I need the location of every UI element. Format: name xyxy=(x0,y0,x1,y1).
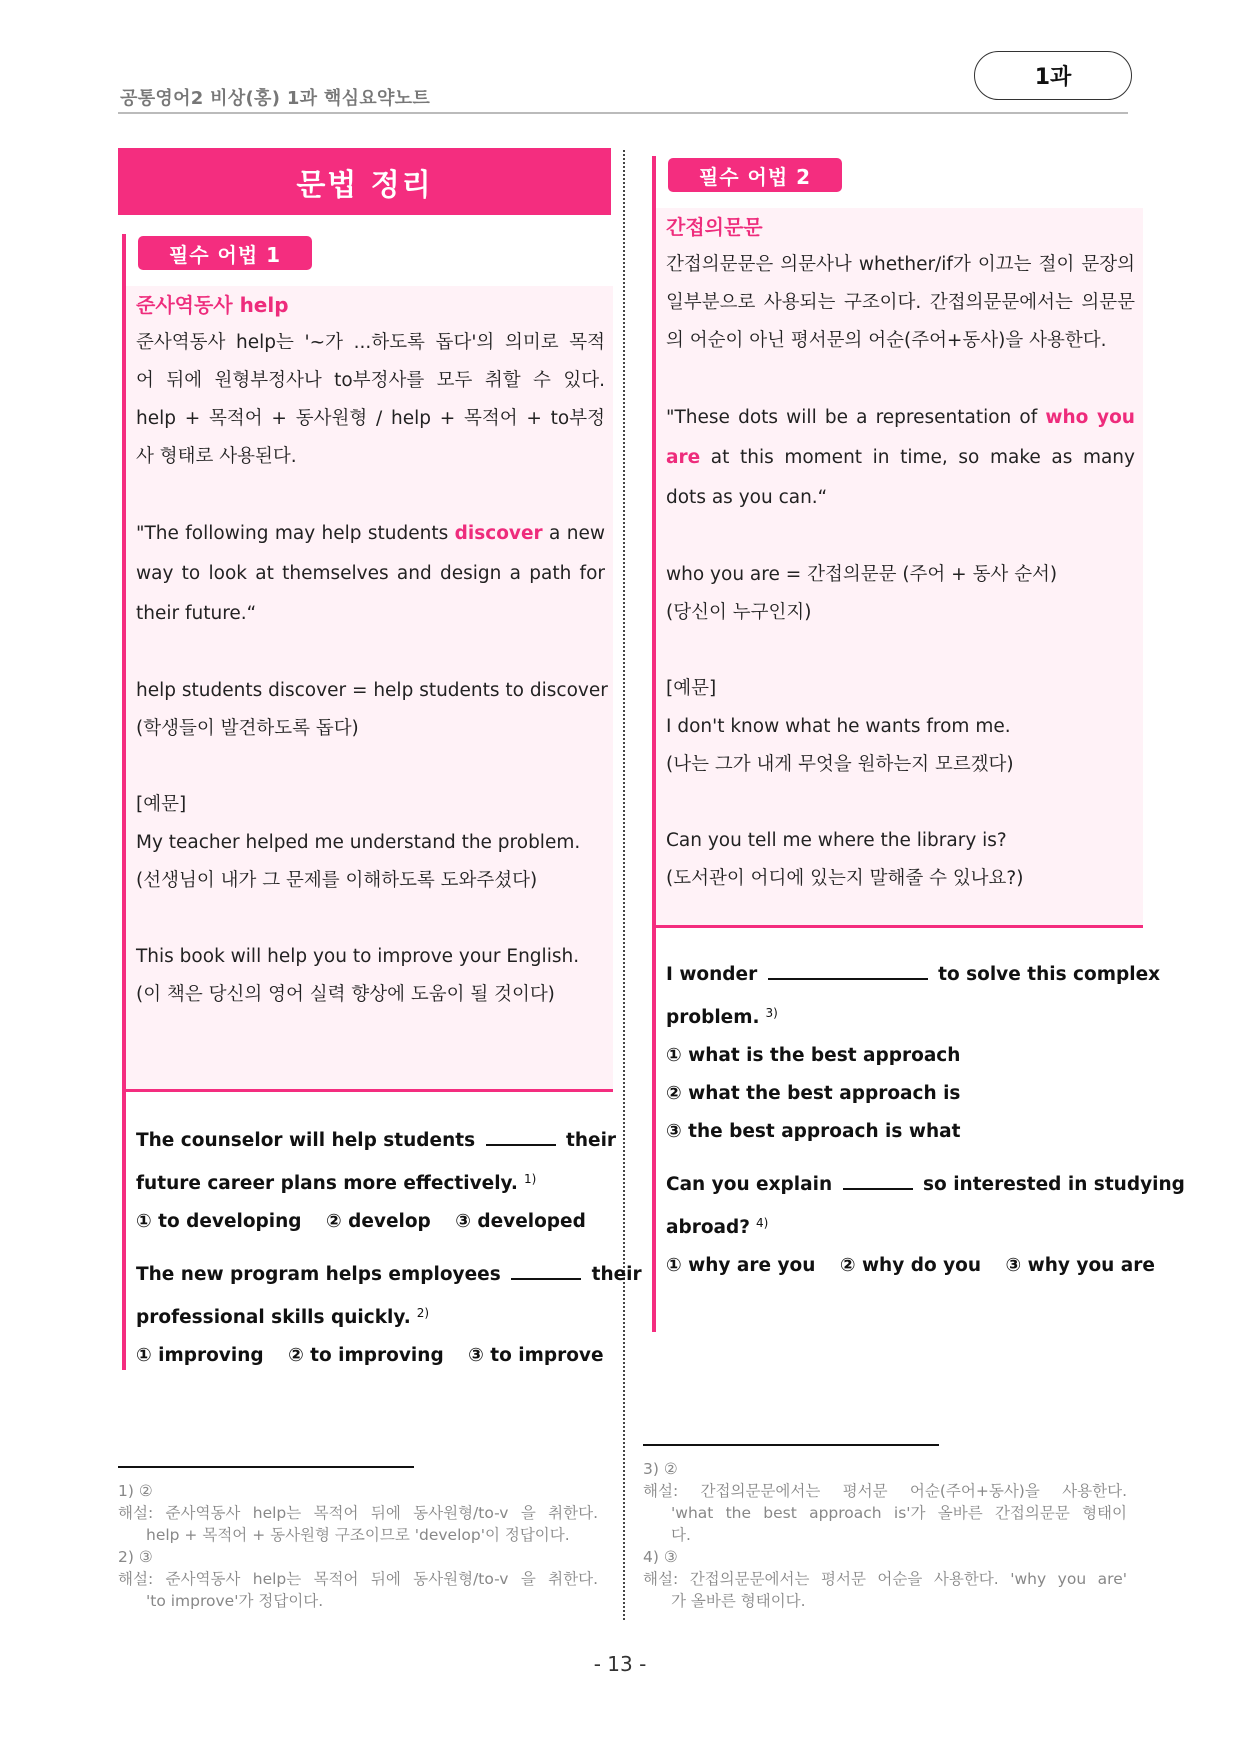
footnote-number: 1) ② xyxy=(118,1482,153,1500)
equation-line: help students discover = help students to discover xyxy=(136,680,608,701)
quiz-options xyxy=(136,1203,605,1241)
highlight-word: who you xyxy=(1045,407,1135,428)
explanation-line: 의 어순이 아닌 평서문의 어순(주어+동사)을 사용한다. xyxy=(666,330,1107,351)
quiz-question-line: professional skills quickly. $^{2)}$ xyxy=(136,1306,430,1328)
equation-translation: (학생들이 발견하도록 돕다) xyxy=(136,718,359,739)
quiz-item-4 xyxy=(666,1166,1185,1285)
section-banner: 문법 정리 xyxy=(118,148,611,215)
footnote-text: 해설: 준사역동사 help는 목적어 뒤에 동사원형/to-v 을 취한다. xyxy=(118,1504,598,1522)
quiz-option[interactable]: ③ to improve xyxy=(468,1345,604,1366)
example-english: I don't know what he wants from me. xyxy=(666,716,1011,737)
quiz-option[interactable]: ① to developing xyxy=(136,1211,302,1232)
quiz-option[interactable]: ① improving xyxy=(136,1345,264,1366)
page-number: - 13 - xyxy=(593,1652,647,1676)
quiz-option[interactable]: ① what is the best approach xyxy=(666,1045,961,1066)
quiz-option[interactable]: ① why are you xyxy=(666,1255,816,1276)
footnote-ref[interactable]: 4) xyxy=(756,1216,769,1230)
example-english: My teacher helped me understand the problem. xyxy=(136,832,581,853)
footnote-number: 3) ② xyxy=(643,1460,678,1478)
quiz-option[interactable]: ② to improving xyxy=(288,1345,444,1366)
highlight-word: are xyxy=(666,447,701,468)
answer-blank xyxy=(486,1128,556,1146)
highlight-word: discover xyxy=(454,523,543,544)
quote-line: "The following may help students discover a new xyxy=(136,523,605,544)
header-divider xyxy=(118,112,1128,114)
examples-label: [예문] xyxy=(136,794,187,815)
explanation-line: help + 목적어 + 동사원형 / help + 목적어 + to부정 xyxy=(136,408,605,429)
example-english: Can you tell me where the library is? xyxy=(666,830,1007,851)
examples-label: [예문] xyxy=(666,678,717,699)
explanation-line: 사 형태로 사용된다. xyxy=(136,446,297,467)
grammar-badge-2: 필수 어법 2 xyxy=(668,158,842,192)
quiz-question-line: Can you explain so interested in studying xyxy=(666,1174,1185,1195)
grammar-box-2 xyxy=(652,156,1185,1332)
quiz-options xyxy=(136,1337,605,1375)
quote-line: dots as you can.“ xyxy=(666,487,828,508)
example-english: This book will help you to improve your English. xyxy=(136,946,580,967)
example-korean: (도서관이 어디에 있는지 말해줄 수 있나요?) xyxy=(666,868,1024,889)
footnotes-left xyxy=(118,1480,598,1612)
quiz-option[interactable]: ② what the best approach is xyxy=(666,1083,961,1104)
concept-heading: 준사역동사 help xyxy=(136,293,289,317)
equation-translation: (당신이 누구인지) xyxy=(666,602,812,623)
quiz-question-line: The new program helps employees their xyxy=(136,1264,642,1285)
footnote-text: 'what the best approach is'가 올바른 간접의문문 형태이 xyxy=(671,1504,1127,1522)
footnote-text: 해설: 준사역동사 help는 목적어 뒤에 동사원형/to-v 을 취한다. xyxy=(118,1570,598,1588)
footnote-ref[interactable]: 2) xyxy=(416,1306,430,1320)
footnote-divider xyxy=(643,1444,939,1446)
quiz-option[interactable]: ③ the best approach is what xyxy=(666,1121,961,1142)
equation-line: who you are = 간접의문문 (주어 + 동사 순서) xyxy=(666,564,1058,585)
footnote-text: 해설: 간접의문문에서는 평서문 어순을 사용한다. 'why you are' xyxy=(643,1570,1127,1588)
quiz-question-line: future career plans more effectively. $^{1)}$ xyxy=(136,1172,537,1194)
quote-line: way to look at themselves and design a path for xyxy=(136,563,605,584)
footnote-divider xyxy=(118,1466,414,1468)
answer-blank xyxy=(511,1262,581,1280)
concept-panel-1 xyxy=(126,286,613,1092)
footnote-number: 4) ③ xyxy=(643,1548,678,1566)
answer-blank xyxy=(843,1172,913,1190)
quiz-question-line: abroad? $^{4)}$ xyxy=(666,1216,769,1238)
quiz-question-line: The counselor will help students their xyxy=(136,1130,617,1151)
lesson-badge: 1과 xyxy=(974,51,1132,100)
quiz-question-line: problem. $^{3)}$ xyxy=(666,1006,778,1028)
footnote-number: 2) ③ xyxy=(118,1548,153,1566)
example-korean: (선생님이 내가 그 문제를 이해하도록 도와주셨다) xyxy=(136,870,538,891)
explanation-line: 어 뒤에 원형부정사나 to부정사를 모두 취할 수 있다. xyxy=(136,370,605,391)
footnote-text: 해설: 간접의문문에서는 평서문 어순(주어+동사)을 사용한다. xyxy=(643,1482,1127,1500)
quiz-option[interactable]: ② develop xyxy=(326,1211,431,1232)
document-header-title: 공통영어2 비상(홍) 1과 핵심요약노트 xyxy=(120,88,431,109)
column-divider xyxy=(623,150,625,1620)
footnote-text: 다. xyxy=(671,1526,691,1544)
footnote-text: 가 올바른 형태이다. xyxy=(671,1592,806,1610)
footnote-ref[interactable]: 1) xyxy=(523,1172,537,1186)
quiz-option[interactable]: ③ why you are xyxy=(1005,1255,1155,1276)
quiz-option[interactable]: ③ developed xyxy=(455,1211,586,1232)
quiz-option[interactable]: ② why do you xyxy=(839,1255,982,1276)
footnote-text: 'to improve'가 정답이다. xyxy=(146,1592,324,1610)
explanation-line: 준사역동사 help는 '~가 ...하도록 돕다'의 의미로 목적 xyxy=(136,332,605,353)
footnote-text: help + 목적어 + 동사원형 구조이므로 'develop'이 정답이다. xyxy=(146,1526,570,1544)
concept-panel-2 xyxy=(656,208,1143,928)
example-korean: (이 책은 당신의 영어 실력 향상에 도움이 될 것이다) xyxy=(136,984,555,1005)
quiz-question-line: I wonder to solve this complex xyxy=(666,964,1161,985)
grammar-badge-1: 필수 어법 1 xyxy=(138,236,312,270)
concept-heading: 간접의문문 xyxy=(666,215,763,239)
quiz-item-2 xyxy=(136,1256,642,1375)
explanation-line: 일부분으로 사용되는 구조이다. 간접의문문에서는 의문문 xyxy=(666,292,1135,313)
quiz-item-3 xyxy=(666,956,1161,1151)
footnotes-right xyxy=(643,1458,1127,1612)
example-korean: (나는 그가 내게 무엇을 원하는지 모르겠다) xyxy=(666,754,1014,775)
explanation-line: 간접의문문은 의문사나 whether/if가 이끄는 절이 문장의 xyxy=(666,254,1135,275)
grammar-box-1 xyxy=(122,234,642,1370)
footnote-ref[interactable]: 3) xyxy=(765,1006,778,1020)
quiz-options xyxy=(666,1247,1155,1285)
quiz-item-1 xyxy=(136,1122,617,1241)
quote-line: "These dots will be a representation of who you xyxy=(666,407,1135,428)
quote-line: are at this moment in time, so make as many xyxy=(666,447,1135,468)
quote-line: their future.“ xyxy=(136,603,257,624)
answer-blank xyxy=(768,962,928,980)
